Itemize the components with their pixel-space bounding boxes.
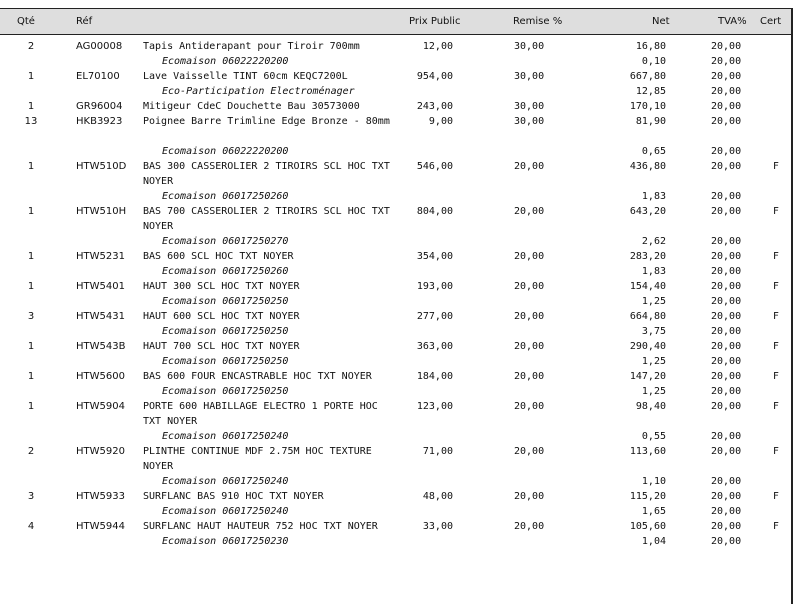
prix-public-cell: 193,00 <box>416 281 453 292</box>
prix-public-cell: 243,00 <box>416 101 453 112</box>
eco-label-cell: Ecomaison 06017250240 <box>162 476 289 487</box>
tva-cell: 20,00 <box>711 161 742 172</box>
description-cell: PORTE 600 HABILLAGE ELECTRO 1 PORTE HOC TXT NOYER <box>143 401 378 427</box>
eco-net-cell: 0,65 <box>641 146 666 157</box>
eco-tva-cell: 20,00 <box>711 86 742 97</box>
line-items <box>0 39 790 549</box>
tva-cell: 20,00 <box>711 41 742 52</box>
eco-net-cell: 1,25 <box>641 356 666 367</box>
cert-cell: F <box>773 251 779 262</box>
remise-cell: 20,00 <box>514 311 545 322</box>
eco-tva-cell: 20,00 <box>711 476 742 487</box>
ref-cell: HTW5231 <box>76 251 125 262</box>
eco-tva-cell: 20,00 <box>711 296 742 307</box>
prix-public-cell: 277,00 <box>416 311 453 322</box>
tva-cell: 20,00 <box>711 251 742 262</box>
table-row <box>0 489 790 519</box>
eco-tva-cell: 20,00 <box>711 386 742 397</box>
prix-public-cell: 9,00 <box>428 116 453 127</box>
tva-cell: 20,00 <box>711 341 742 352</box>
qty-cell: 1 <box>27 71 35 82</box>
table-row <box>0 339 790 369</box>
tva-cell: 20,00 <box>711 491 742 502</box>
eco-label-cell: Ecomaison 06017250250 <box>162 296 289 307</box>
eco-net-cell: 12,85 <box>635 86 666 97</box>
net-cell: 154,40 <box>629 281 666 292</box>
ref-cell: HTW5944 <box>76 521 125 532</box>
net-cell: 436,80 <box>629 161 666 172</box>
eco-net-cell: 1,65 <box>641 506 666 517</box>
eco-net-cell: 1,25 <box>641 386 666 397</box>
net-cell: 105,60 <box>629 521 666 532</box>
prix-public-cell: 48,00 <box>422 491 453 502</box>
ref-cell: HTW510D <box>76 161 127 172</box>
table-row <box>0 444 790 489</box>
qty-cell: 4 <box>27 521 35 532</box>
remise-cell: 20,00 <box>514 341 545 352</box>
ref-cell: AG00008 <box>76 41 123 52</box>
eco-label-cell: Ecomaison 06017250240 <box>162 431 289 442</box>
tva-cell: 20,00 <box>711 101 742 112</box>
eco-label-cell: Ecomaison 06017250250 <box>162 386 289 397</box>
cert-cell: F <box>773 401 779 412</box>
cert-cell: F <box>773 281 779 292</box>
net-cell: 643,20 <box>629 206 666 217</box>
description-cell: SURFLANC HAUT HAUTEUR 752 HOC TXT NOYER <box>143 521 378 532</box>
table-row <box>0 309 790 339</box>
table-row <box>0 369 790 399</box>
ref-cell: HTW543B <box>76 341 126 352</box>
prix-public-cell: 363,00 <box>416 341 453 352</box>
ref-cell: HTW5933 <box>76 491 125 502</box>
tva-cell: 20,00 <box>711 446 742 457</box>
table-row <box>0 39 790 69</box>
ref-cell: HTW5431 <box>76 311 125 322</box>
eco-tva-cell: 20,00 <box>711 431 742 442</box>
tva-cell: 20,00 <box>711 206 742 217</box>
tva-cell: 20,00 <box>711 521 742 532</box>
net-cell: 16,80 <box>635 41 666 52</box>
prix-public-cell: 954,00 <box>416 71 453 82</box>
remise-cell: 20,00 <box>514 161 545 172</box>
cert-cell: F <box>773 521 779 532</box>
table-row <box>0 204 790 249</box>
table-row <box>0 399 790 444</box>
header-remise: Remise % <box>513 16 563 27</box>
prix-public-cell: 33,00 <box>422 521 453 532</box>
net-cell: 664,80 <box>629 311 666 322</box>
remise-cell: 20,00 <box>514 206 545 217</box>
description-cell: HAUT 700 SCL HOC TXT NOYER <box>143 341 300 352</box>
ref-cell: HTW5920 <box>76 446 125 457</box>
eco-tva-cell: 20,00 <box>711 536 742 547</box>
description-cell: BAS 600 FOUR ENCASTRABLE HOC TXT NOYER <box>143 371 372 382</box>
header-prix-public: Prix Public <box>409 16 461 27</box>
eco-label-cell: Ecomaison 06022220200 <box>162 56 289 67</box>
remise-cell: 20,00 <box>514 371 545 382</box>
tva-cell: 20,00 <box>711 311 742 322</box>
cert-cell: F <box>773 371 779 382</box>
tva-cell: 20,00 <box>711 371 742 382</box>
qty-cell: 1 <box>27 101 35 112</box>
remise-cell: 30,00 <box>514 41 545 52</box>
table-row <box>0 249 790 279</box>
eco-tva-cell: 20,00 <box>711 56 742 67</box>
qty-cell: 1 <box>27 281 35 292</box>
prix-public-cell: 12,00 <box>422 41 453 52</box>
table-header <box>0 8 793 35</box>
eco-label-cell: Ecomaison 06017250250 <box>162 356 289 367</box>
tva-cell: 20,00 <box>711 281 742 292</box>
eco-tva-cell: 20,00 <box>711 146 742 157</box>
description-cell: Tapis Antiderapant pour Tiroir 700mm <box>143 41 360 52</box>
eco-tva-cell: 20,00 <box>711 506 742 517</box>
header-net: Net <box>652 16 670 27</box>
table-row <box>0 159 790 204</box>
header-ref: Réf <box>76 16 93 27</box>
right-border <box>791 34 793 604</box>
description-cell: PLINTHE CONTINUE MDF 2.75M HOC TEXTURE NOYER <box>143 446 372 472</box>
eco-net-cell: 0,55 <box>641 431 666 442</box>
header-tva: TVA% <box>718 16 747 27</box>
qty-cell: 1 <box>27 401 35 412</box>
ref-cell: GR96004 <box>76 101 123 112</box>
remise-cell: 20,00 <box>514 401 545 412</box>
qty-cell: 3 <box>27 491 35 502</box>
qty-cell: 1 <box>27 161 35 172</box>
eco-tva-cell: 20,00 <box>711 191 742 202</box>
ref-cell: HTW510H <box>76 206 127 217</box>
description-cell: Lave Vaisselle TINT 60cm KEQC7200L <box>143 71 348 82</box>
table-row <box>0 99 790 114</box>
description-cell: BAS 700 CASSEROLIER 2 TIROIRS SCL HOC TXT NOYER <box>143 206 390 232</box>
description-cell: Poignee Barre Trimline Edge Bronze - 80mm <box>143 116 390 127</box>
tva-cell: 20,00 <box>711 116 742 127</box>
eco-tva-cell: 20,00 <box>711 356 742 367</box>
net-cell: 81,90 <box>635 116 666 127</box>
qty-cell: 1 <box>27 341 35 352</box>
cert-cell: F <box>773 446 779 457</box>
header-qte: Qté <box>17 16 35 27</box>
net-cell: 170,10 <box>629 101 666 112</box>
eco-label-cell: Ecomaison 06017250270 <box>162 236 289 247</box>
net-cell: 283,20 <box>629 251 666 262</box>
prix-public-cell: 804,00 <box>416 206 453 217</box>
remise-cell: 20,00 <box>514 491 545 502</box>
qty-cell: 1 <box>27 251 35 262</box>
remise-cell: 20,00 <box>514 521 545 532</box>
cert-cell: F <box>773 311 779 322</box>
ref-cell: HTW5401 <box>76 281 125 292</box>
header-cert: Cert <box>760 16 782 27</box>
eco-net-cell: 1,83 <box>641 266 666 277</box>
net-cell: 98,40 <box>635 401 666 412</box>
net-cell: 115,20 <box>629 491 666 502</box>
description-cell: SURFLANC BAS 910 HOC TXT NOYER <box>143 491 324 502</box>
eco-label-cell: Ecomaison 06017250260 <box>162 191 289 202</box>
prix-public-cell: 354,00 <box>416 251 453 262</box>
prix-public-cell: 71,00 <box>422 446 453 457</box>
eco-net-cell: 0,10 <box>641 56 666 67</box>
remise-cell: 30,00 <box>514 101 545 112</box>
eco-label-cell: Ecomaison 06017250230 <box>162 536 289 547</box>
remise-cell: 20,00 <box>514 251 545 262</box>
eco-net-cell: 1,10 <box>641 476 666 487</box>
table-row <box>0 69 790 99</box>
table-row <box>0 114 790 159</box>
description-cell: HAUT 300 SCL HOC TXT NOYER <box>143 281 300 292</box>
ref-cell: HKB3923 <box>76 116 123 127</box>
eco-tva-cell: 20,00 <box>711 326 742 337</box>
prix-public-cell: 123,00 <box>416 401 453 412</box>
eco-label-cell: Ecomaison 06017250260 <box>162 266 289 277</box>
net-cell: 290,40 <box>629 341 666 352</box>
table-row <box>0 279 790 309</box>
cert-cell: F <box>773 206 779 217</box>
qty-cell: 2 <box>27 41 35 52</box>
qty-cell: 3 <box>27 311 35 322</box>
eco-label-cell: Ecomaison 06017250250 <box>162 326 289 337</box>
eco-label-cell: Eco-Participation Electroménager <box>162 86 355 97</box>
remise-cell: 20,00 <box>514 446 545 457</box>
qty-cell: 13 <box>24 116 38 127</box>
table-row <box>0 519 790 549</box>
description-cell: HAUT 600 SCL HOC TXT NOYER <box>143 311 300 322</box>
cert-cell: F <box>773 341 779 352</box>
qty-cell: 1 <box>27 206 35 217</box>
prix-public-cell: 184,00 <box>416 371 453 382</box>
net-cell: 113,60 <box>629 446 666 457</box>
ref-cell: HTW5904 <box>76 401 125 412</box>
tva-cell: 20,00 <box>711 401 742 412</box>
remise-cell: 20,00 <box>514 281 545 292</box>
net-cell: 147,20 <box>629 371 666 382</box>
eco-net-cell: 1,83 <box>641 191 666 202</box>
eco-net-cell: 1,04 <box>641 536 666 547</box>
eco-tva-cell: 20,00 <box>711 266 742 277</box>
eco-label-cell: Ecomaison 06017250240 <box>162 506 289 517</box>
eco-net-cell: 2,62 <box>641 236 666 247</box>
remise-cell: 30,00 <box>514 71 545 82</box>
eco-label-cell: Ecomaison 06022220200 <box>162 146 289 157</box>
net-cell: 667,80 <box>629 71 666 82</box>
eco-tva-cell: 20,00 <box>711 236 742 247</box>
cert-cell: F <box>773 161 779 172</box>
description-cell: BAS 300 CASSEROLIER 2 TIROIRS SCL HOC TXT NOYER <box>143 161 390 187</box>
eco-net-cell: 1,25 <box>641 296 666 307</box>
eco-net-cell: 3,75 <box>641 326 666 337</box>
description-cell: Mitigeur CdeC Douchette Bau 30573000 <box>143 101 360 112</box>
remise-cell: 30,00 <box>514 116 545 127</box>
qty-cell: 1 <box>27 371 35 382</box>
cert-cell: F <box>773 491 779 502</box>
tva-cell: 20,00 <box>711 71 742 82</box>
qty-cell: 2 <box>27 446 35 457</box>
ref-cell: EL70100 <box>76 71 120 82</box>
prix-public-cell: 546,00 <box>416 161 453 172</box>
ref-cell: HTW5600 <box>76 371 125 382</box>
description-cell: BAS 600 SCL HOC TXT NOYER <box>143 251 294 262</box>
